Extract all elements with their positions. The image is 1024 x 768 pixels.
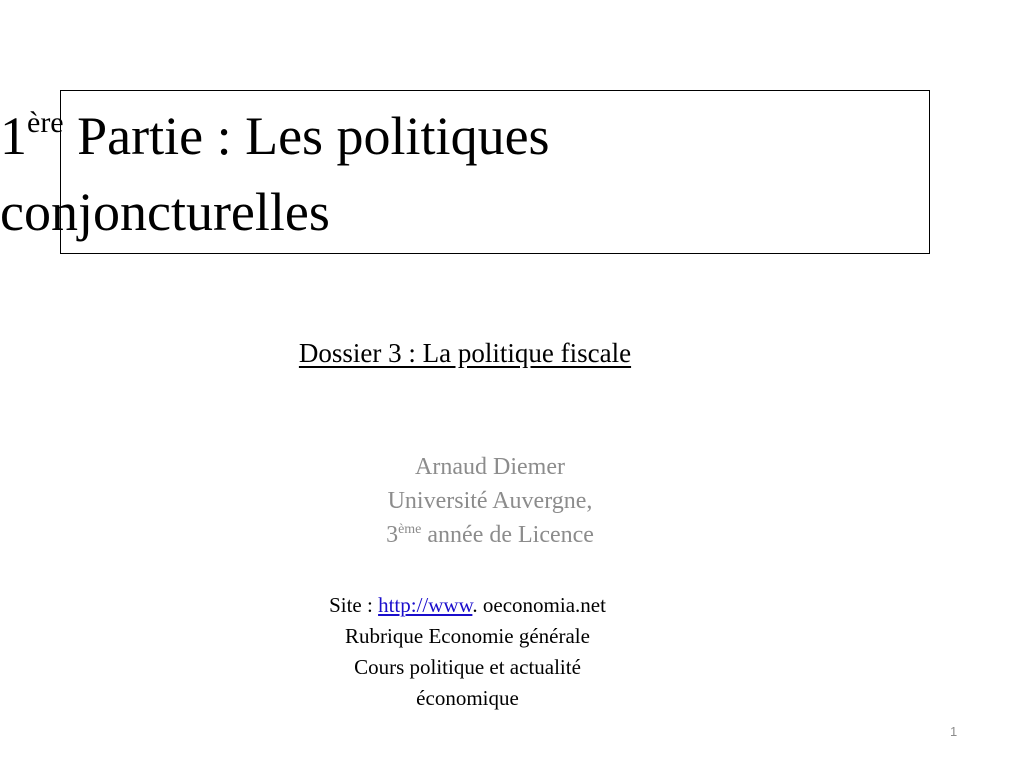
site-rubric: Rubrique Economie générale bbox=[345, 624, 590, 648]
page-number: 1 bbox=[950, 724, 958, 739]
author-university: Université Auvergne, bbox=[387, 488, 593, 514]
site-course-cont: économique bbox=[416, 686, 519, 710]
author-name: Arnaud Diemer bbox=[415, 454, 565, 480]
site-suffix: . oeconomia.net bbox=[472, 593, 606, 617]
year-superscript: ème bbox=[398, 522, 422, 537]
slide-subtitle: Dossier 3 : La politique fiscale bbox=[298, 338, 632, 368]
slide-title-line-1 bbox=[0, 104, 1024, 168]
title-superscript: ère bbox=[27, 106, 64, 139]
site-link[interactable]: http://www bbox=[378, 593, 473, 617]
site-prefix: Site : bbox=[329, 593, 379, 617]
year-text: année de Licence bbox=[421, 522, 594, 548]
title-number: 1 bbox=[0, 106, 27, 166]
year-number: 3 bbox=[386, 522, 399, 548]
site-block bbox=[230, 590, 705, 714]
author-year bbox=[280, 518, 700, 552]
title-text: Partie : Les politiques bbox=[63, 106, 550, 166]
slide-title-line-2: conjoncturelles bbox=[0, 182, 330, 242]
site-line bbox=[230, 590, 705, 621]
author-block bbox=[280, 450, 700, 552]
site-course: Cours politique et actualité bbox=[354, 655, 581, 679]
